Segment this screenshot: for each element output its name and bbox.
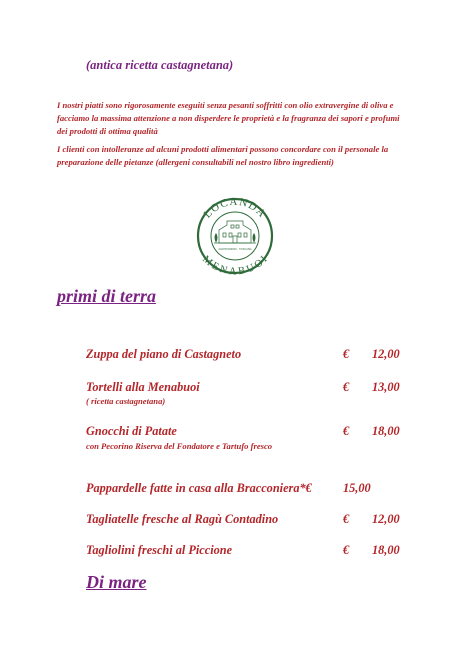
dish-tortelli: Tortelli alla Menabuoi <box>86 380 200 394</box>
euro-sign: € <box>343 424 350 438</box>
dish-zuppa: Zuppa del piano di Castagneto <box>86 347 242 361</box>
dish-gnocchi: Gnocchi di Patate <box>86 424 177 438</box>
price-zuppa: 12,00 <box>372 347 400 361</box>
intro-line-3: dei prodotti di ottima qualità <box>57 126 158 136</box>
intro-line-1: I nostri piatti sono rigorosamente eseguiti senza pesanti soffritti con olio extravergine di oliva e <box>57 100 394 110</box>
intro-line-2: facciamo la massima attenzione a non disperdere le proprietà e la fragranza dei sapori e profumi <box>57 113 400 123</box>
intro-note <box>57 99 400 138</box>
price-tagliatelle: 12,00 <box>372 512 400 526</box>
logo-bottom-text: MENABUOI <box>200 253 271 275</box>
price-tortelli: 13,00 <box>372 380 400 394</box>
price-pappardelle: 15,00 <box>343 481 371 495</box>
logo-top-text: LOCANDA <box>201 197 269 221</box>
euro-sign: € <box>343 543 350 557</box>
logo-small-text: AGRITURISMO · TOSCANA <box>218 248 252 251</box>
section-di-mare: Di mare <box>86 572 147 592</box>
dish-pappardelle <box>86 481 312 496</box>
dish-tagliatelle: Tagliatelle fresche al Ragù Contadino <box>86 512 279 526</box>
dish-gnocchi-note: con Pecorino Riserva del Fondatore e Tartufo fresco <box>86 441 273 451</box>
price-tagliolini: 18,00 <box>372 543 400 557</box>
euro-sign: € <box>343 380 350 394</box>
allergy-line-1: I clienti con intolleranze ad alcuni prodotti alimentari possono concordare con il personale la <box>57 144 389 154</box>
allergy-note <box>57 143 388 169</box>
dish-pappardelle-name: Pappardelle fatte in casa alla Bracconiera* <box>86 481 306 495</box>
dish-tortelli-note: ( ricetta castagnetana) <box>86 396 166 406</box>
dish-tagliolini: Tagliolini freschi al Piccione <box>86 543 233 557</box>
euro-sign: € <box>343 512 350 526</box>
locanda-menabuoi-logo <box>192 197 278 275</box>
menu-subtitle: (antica ricetta castagnetana) <box>86 58 234 72</box>
section-primi-di-terra: primi di terra <box>57 286 157 306</box>
allergy-line-2: preparazione delle pietanze (allergeni consultabili nel nostro libro ingredienti) <box>57 157 334 167</box>
euro-sign: € <box>305 481 312 495</box>
price-gnocchi: 18,00 <box>372 424 400 438</box>
euro-sign: € <box>343 347 350 361</box>
